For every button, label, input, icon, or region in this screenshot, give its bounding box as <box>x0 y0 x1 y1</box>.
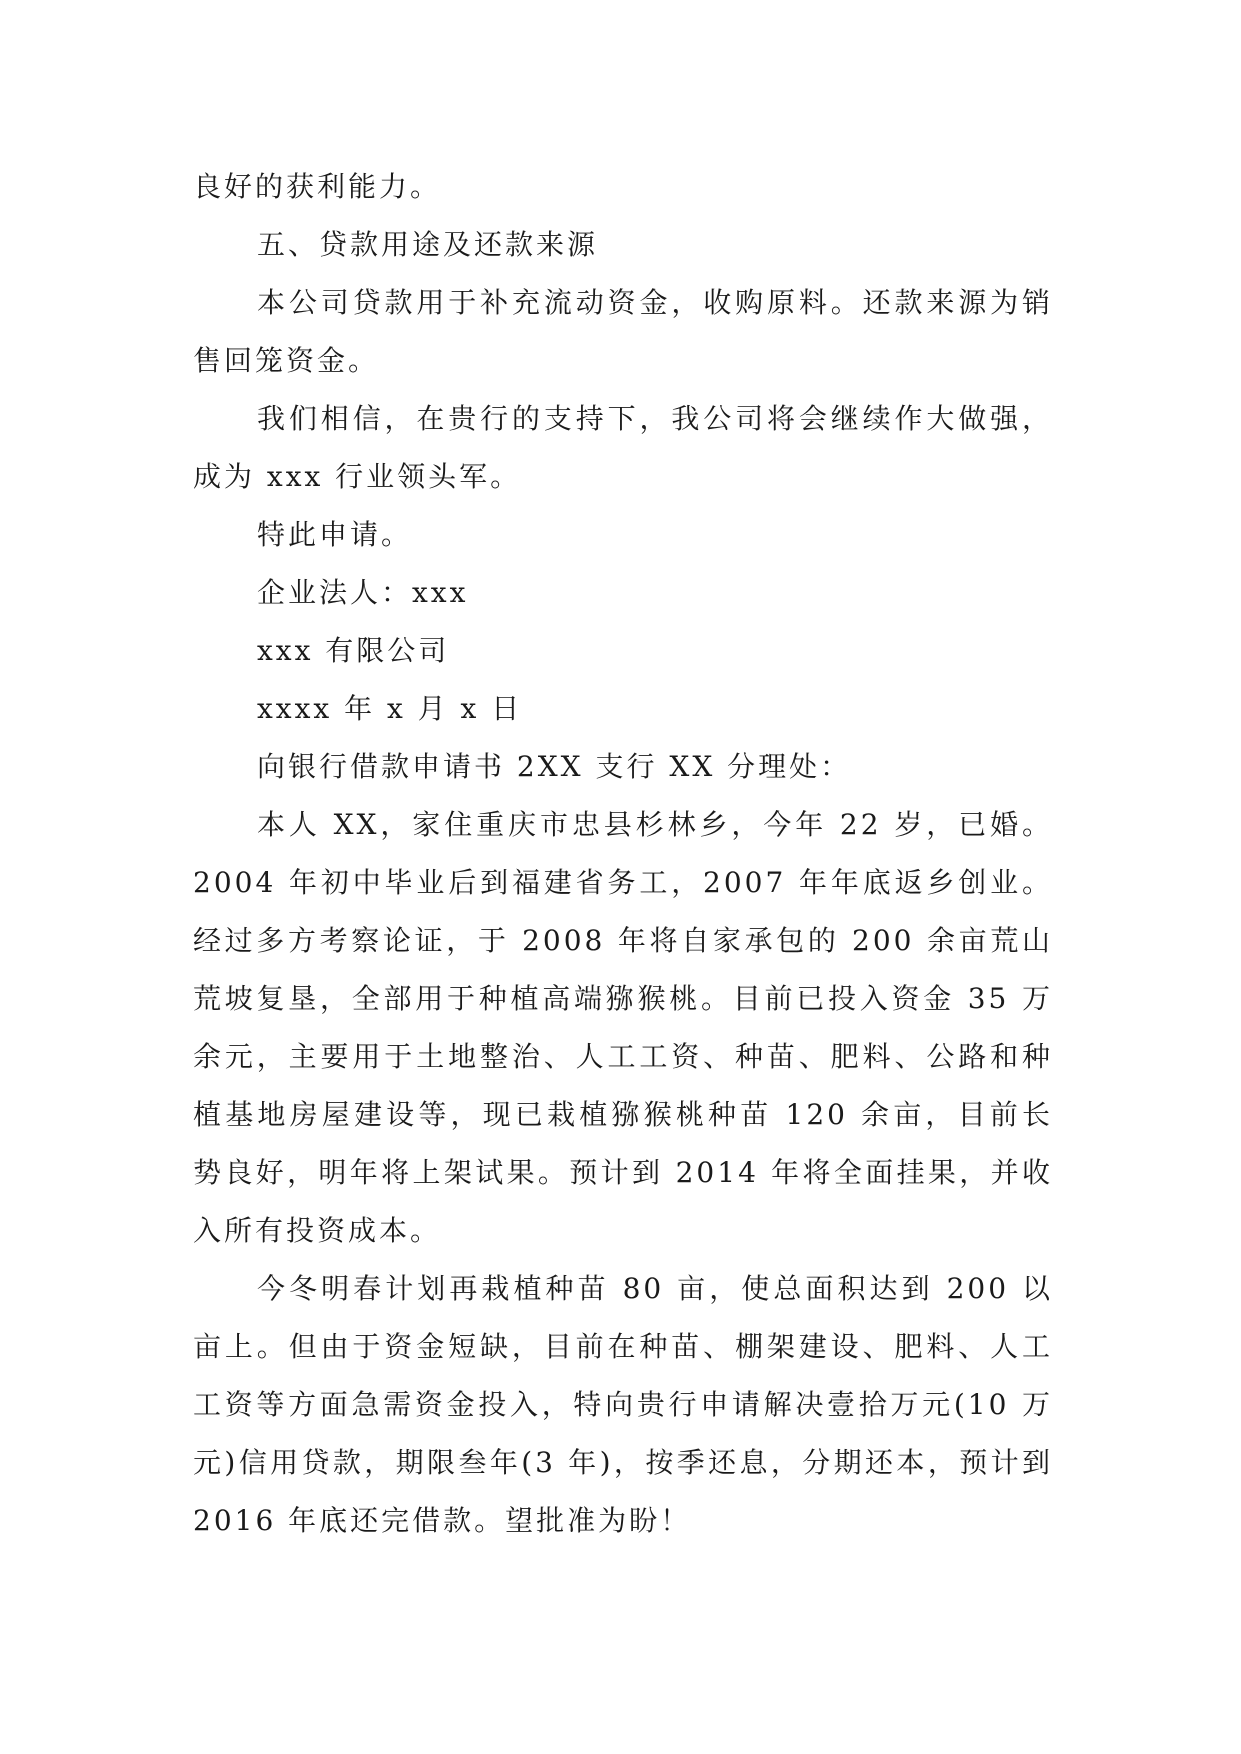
signature-legal-person: 企业法人：xxx <box>257 576 469 609</box>
paragraph-loan-request: 今冬明春计划再栽植种苗 80 亩，使总面积达到 200 以亩上。但由于资金短缺，目前在种苗、棚架建设、肥料、人工工资等方面急需资金投入，特向贵行申请解决壹拾万元(10 万元)信用贷款，期限叁年(3 年)，按季还息，分期还本，预计到 2016 年底还完借款。望批准为盼！ <box>193 1272 1053 1537</box>
second-letter-salutation: 向银行借款申请书 2XX 支行 XX 分理处： <box>257 750 852 783</box>
section-heading-loan-purpose: 五、贷款用途及还款来源 <box>257 228 599 261</box>
paragraph-loan-purpose: 本公司贷款用于补充流动资金，收购原料。还款来源为销售回笼资金。 <box>193 286 1053 377</box>
paragraph-application-close: 特此申请。 <box>257 518 413 551</box>
signature-date: xxxx 年 x 月 x 日 <box>257 692 523 725</box>
paragraph-confidence: 我们相信，在贵行的支持下，我公司将会继续作大做强，成为 xxx 行业领头军。 <box>193 402 1053 493</box>
document-body <box>193 158 1053 1550</box>
paragraph-profitability-tail: 良好的获利能力。 <box>193 170 442 203</box>
signature-company: xxx 有限公司 <box>257 634 450 667</box>
paragraph-applicant-background: 本人 XX，家住重庆市忠县杉林乡，今年 22 岁，已婚。2004 年初中毕业后到福建省务工，2007 年年底返乡创业。经过多方考察论证，于 2008 年将自家承包的 200 余亩荒山荒坡复垦，全部用于种植高端猕猴桃。目前已投入资金 35 万余元，主要用于土地整治、人工工资、种苗、肥料、公路和种植基地房屋建设等，现已栽植猕猴桃种苗 120 余亩，目前长势良好，明年将上架试果。预计到 2014 年将全面挂果，并收入所有投资成本。 <box>193 808 1053 1247</box>
